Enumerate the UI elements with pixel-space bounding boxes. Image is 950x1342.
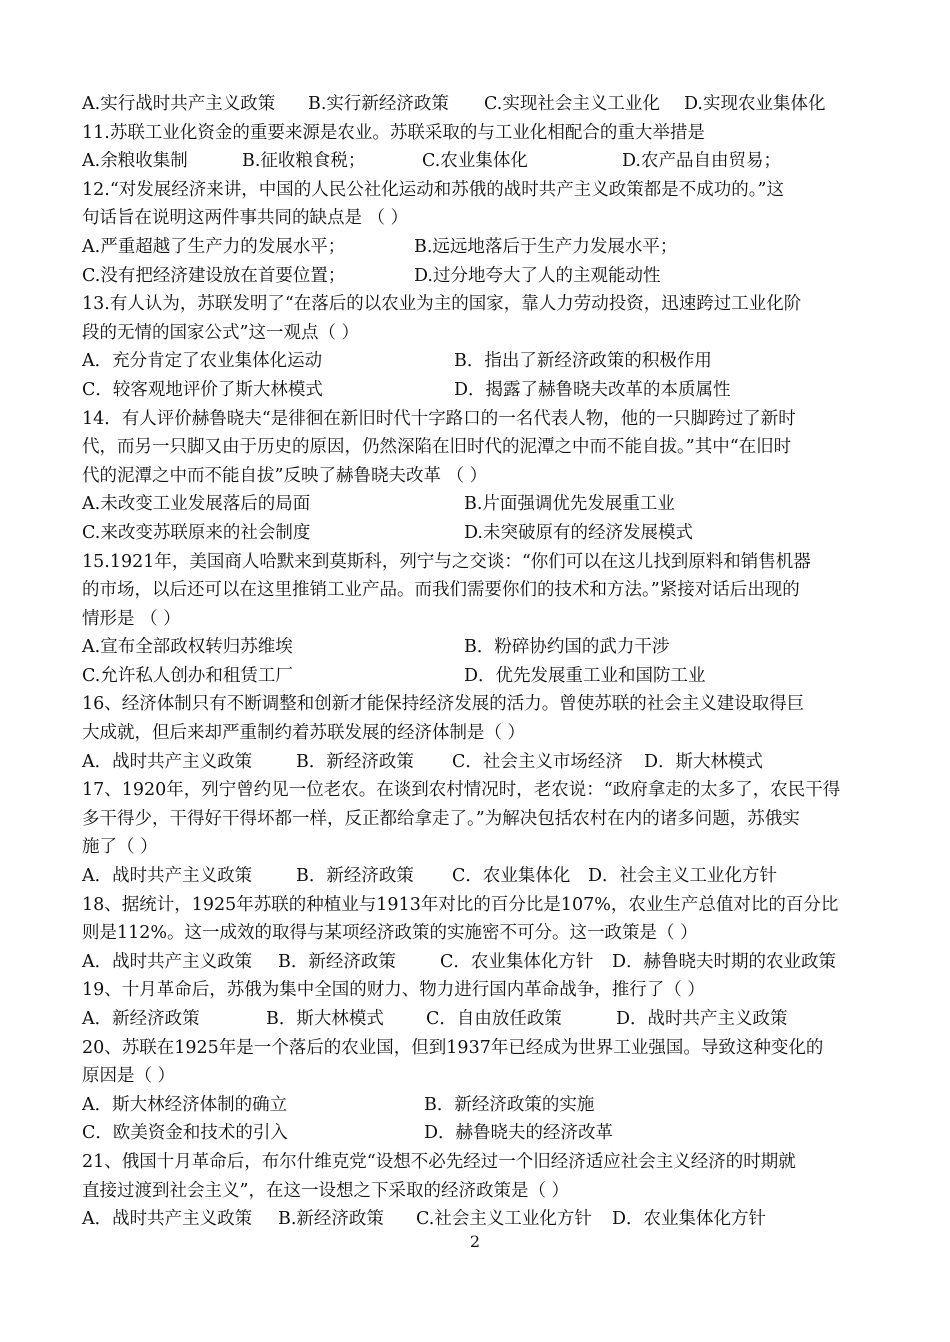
- answer-option: C.农业集体化: [422, 151, 528, 172]
- answer-option: C．农业集体化: [452, 866, 571, 887]
- answer-options-line: [82, 90, 868, 119]
- question-text-line: 11.苏联工业化资金的重要来源是农业。苏联采取的与工业化相配合的重大举措是: [82, 122, 705, 143]
- answer-option: D.实现农业集体化: [684, 94, 826, 114]
- answer-option: C.社会主义工业化方针: [416, 1209, 592, 1230]
- answer-option: D.未突破原有的经济发展模式: [464, 522, 693, 543]
- question-text-line: 大成就，但后来却严重制约着苏联发展的经济体制是（ ）: [82, 723, 526, 744]
- answer-option: C．社会主义市场经济: [452, 751, 623, 772]
- answer-option: B．指出了新经济政策的积极作用: [454, 351, 712, 372]
- answer-options-line: [82, 233, 868, 262]
- answer-options-line: [82, 262, 868, 291]
- answer-option: C．农业集体化方针: [440, 951, 594, 972]
- answer-options-line: [82, 1005, 868, 1034]
- answer-option: B．新经济政策: [296, 866, 414, 887]
- question-text-line: 19、十月革命后，苏俄为集中全国的财力、物力进行国内革命战争，推行了（ ）: [82, 980, 705, 1001]
- answer-options-line: [82, 633, 868, 662]
- answer-option: D．斯大林模式: [644, 751, 764, 772]
- answer-option: D．社会主义工业化方针: [588, 866, 778, 887]
- answer-option: B.征收粮食税；: [242, 151, 366, 172]
- answer-option: D．揭露了赫鲁晓夫改革的本质属性: [454, 379, 731, 400]
- answer-options-line: [82, 519, 868, 548]
- answer-option: A.余粮收集制: [82, 151, 188, 172]
- answer-option: B．粉碎协约国的武力干涉: [464, 637, 670, 658]
- answer-option: A.未改变工业发展落后的局面: [82, 494, 311, 515]
- answer-option: C．自由放任政策: [426, 1009, 562, 1029]
- answer-option: B．新经济政策: [296, 751, 414, 772]
- answer-option: A.实行战时共产主义政策: [82, 94, 276, 114]
- question-text-line: 代，而另一只脚又由于历史的原因，仍然深陷在旧时代的泥潭之中而不能自拔。”其中“在旧时: [82, 437, 792, 458]
- question-text-line: 直接过渡到社会主义”，在这一设想之下采取的经济政策是（ ）: [82, 1180, 570, 1201]
- question-text-line: 13.有人认为，苏联发明了“在落后的以农业为主的国家，靠人力劳动投资，迅速跨过工业化阶: [82, 294, 802, 315]
- answer-option: A．新经济政策: [82, 1009, 200, 1029]
- answer-option: D．赫鲁晓夫时期的农业政策: [612, 951, 837, 972]
- answer-option: A.严重超越了生产力的发展水平；: [82, 236, 346, 257]
- answer-option: B.新经济政策: [278, 1209, 384, 1230]
- answer-option: C.没有把经济建设放在首要位置；: [82, 265, 346, 286]
- answer-option: D．赫鲁晓夫的经济改革: [424, 1123, 614, 1144]
- question-text-line: 情形是 （ ）: [82, 608, 181, 629]
- question-text-line: 则是112%。这一成效的取得与某项经济政策的实施密不可分。这一政策是（ ）: [82, 923, 698, 944]
- answer-option: B．斯大林模式: [266, 1009, 384, 1029]
- question-text-line: 15.1921年，美国商人哈默来到莫斯科，列宁与之交谈：“你们可以在这儿找到原料和销售机器: [82, 551, 811, 572]
- answer-option: C．较客观地评价了斯大林模式: [82, 379, 323, 400]
- question-text-line: 施了（ ）: [82, 837, 158, 858]
- answer-option: C.实现社会主义工业化: [484, 94, 660, 114]
- page-number: 2: [469, 1232, 481, 1251]
- question-text-line: 段的无情的国家公式”这一观点（ ）: [82, 322, 360, 343]
- answer-options-line: [82, 147, 868, 176]
- answer-option: B.远远地落后于生产力发展水平；: [414, 236, 678, 257]
- exam-page-content: [82, 90, 868, 1234]
- answer-option: A.宣布全部政权转归苏维埃: [82, 637, 293, 658]
- question-text-line: 21、俄国十月革命后，布尔什维克党“设想不必先经过一个旧经济适应社会主义经济的时期就: [82, 1151, 796, 1172]
- question-text-line: 14．有人评价赫鲁晓夫“是徘徊在新旧时代十字路口的一名代表人物，他的一只脚跨过了新时: [82, 408, 796, 429]
- answer-option: A．战时共产主义政策: [82, 751, 253, 772]
- question-text-line: 17、1920年，列宁曾约见一位老农。在谈到农村情况时，老农说：“政府拿走的太多了，农民干得: [82, 780, 841, 801]
- answer-option: B.实行新经济政策: [308, 94, 449, 114]
- answer-options-line: [82, 490, 868, 519]
- answer-options-line: [82, 662, 868, 691]
- answer-option: C．欧美资金和技术的引入: [82, 1123, 288, 1144]
- question-text-line: 16、经济体制只有不断调整和创新才能保持经济发展的活力。曾使苏联的社会主义建设取得巨: [82, 694, 805, 715]
- answer-option: A．战时共产主义政策: [82, 866, 253, 887]
- answer-options-line: [82, 1119, 868, 1148]
- answer-option: D．战时共产主义政策: [616, 1009, 788, 1029]
- question-text-line: 句话旨在说明这两件事共同的缺点是 （ ）: [82, 208, 409, 229]
- answer-option: B．新经济政策的实施: [424, 1094, 595, 1115]
- answer-option: D．优先发展重工业和国防工业: [464, 665, 706, 686]
- answer-options-line: [82, 862, 868, 891]
- question-text-line: 原因是（ ）: [82, 1066, 176, 1087]
- question-text-line: 多干得少，干得好干得坏都一样，反正都给拿走了。”为解决包括农村在内的诸多问题，苏俄实: [82, 808, 800, 829]
- answer-option: B.片面强调优先发展重工业: [464, 494, 675, 515]
- answer-option: C.来改变苏联原来的社会制度: [82, 522, 311, 543]
- answer-options-line: [82, 1091, 868, 1120]
- answer-option: B．新经济政策: [278, 951, 396, 972]
- answer-option: D.农产品自由贸易；: [622, 151, 781, 172]
- answer-option: A．战时共产主义政策: [82, 951, 253, 972]
- answer-options-line: [82, 1205, 868, 1234]
- answer-options-line: [82, 347, 868, 376]
- answer-options-line: [82, 376, 868, 405]
- answer-option: A．充分肯定了农业集体化运动: [82, 351, 323, 372]
- answer-option: D.过分地夸大了人的主观能动性: [414, 265, 661, 286]
- answer-options-line: [82, 948, 868, 977]
- question-text-line: 代的泥潭之中而不能自拔”反映了赫鲁晓夫改革 （ ）: [82, 465, 488, 486]
- answer-options-line: [82, 748, 868, 777]
- answer-option: A．斯大林经济体制的确立: [82, 1094, 288, 1115]
- question-text-line: 18、据统计，1925年苏联的种植业与1913年对比的百分比是107%，农业生产总值对比的百分比: [82, 894, 839, 915]
- answer-option: A．战时共产主义政策: [82, 1209, 253, 1230]
- answer-option: D．农业集体化方针: [612, 1209, 767, 1230]
- answer-option: C.允许私人创办和租赁工厂: [82, 665, 293, 686]
- question-text-line: 的市场，以后还可以在这里推销工业产品。而我们需要你们的技术和方法。”紧接对话后出现的: [82, 580, 800, 601]
- question-text-line: 20、苏联在1925年是一个落后的农业国，但到1937年已经成为世界工业强国。导致这种变化的: [82, 1037, 824, 1058]
- question-text-line: 12.“对发展经济来讲，中国的人民公社化运动和苏俄的战时共产主义政策都是不成功的。”这: [82, 179, 784, 200]
